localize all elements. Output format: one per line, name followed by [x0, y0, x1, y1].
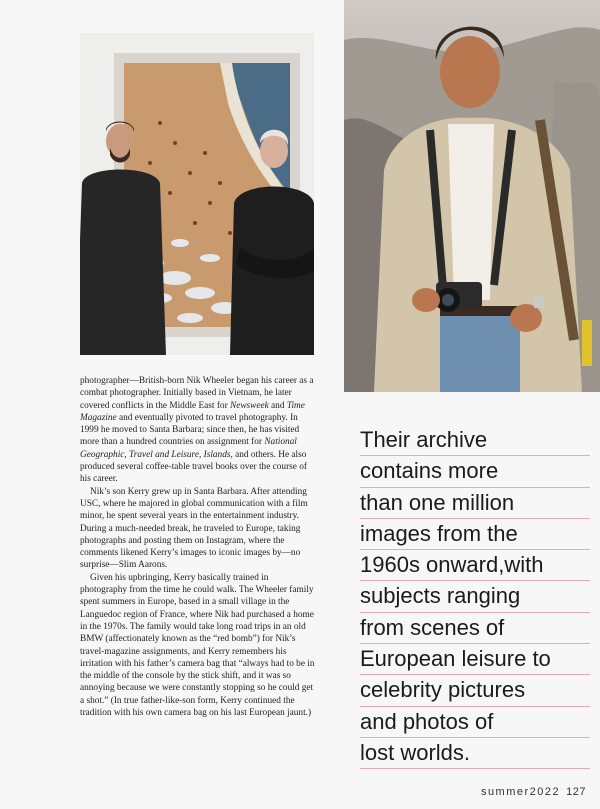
pull-quote-line: Their archive	[360, 425, 590, 456]
pull-quote-line: than one million	[360, 488, 590, 519]
text-run: Given his upbringing, Kerry basically trained in photography from the time he could walk. The Wheeler family spent summers in Europe, based in a small village in the Languedoc region of France, where Nik had purchased a home in the 1970s. The family would take long road trips in an old BMW (affectionately known as the “red bomb”) for Nik’s travel-magazine assignments, and Kerry remembers his irritation with his father’s camera bag that “always had to be in the middle of the console by the stick shift, and it was so annoying because we were constantly stopping so he could get a shot.” (In true father-like-son form, Kerry continued the tradition with his own camera bag on his last European jaunt.)	[80, 572, 315, 719]
pull-quote-line: and photos of	[360, 707, 590, 738]
text-run: and eventually pivoted to travel photography. In 1999 he moved to Santa Barbara; since then, he has visited more than a hundred countries on assignment for	[80, 412, 300, 448]
page-folio	[481, 786, 586, 798]
text-run: and	[268, 400, 287, 411]
pull-quote-line: from scenes of	[360, 613, 590, 644]
pull-quote	[360, 425, 590, 769]
article-paragraph	[80, 572, 316, 720]
pull-quote-line: European leisure to	[360, 644, 590, 675]
italic-run: National Geographic, Travel and Leisure, Islands	[80, 437, 297, 460]
pull-quote-line: subjects ranging	[360, 581, 590, 612]
text-run: Nik’s son Kerry grew up in Santa Barbara. After attending USC, where he majored in global communication with a film minor, he spent several years in the entertainment industry. During a much-needed break, he traveled to Europe, taking photographs and posting them on Instagram, where the comments likened Kerry’s images to iconic images by—no surprise—Slim Aarons.	[80, 486, 308, 571]
photo-father-son-gallery	[80, 33, 314, 355]
pull-quote-line: 1960s onward,with	[360, 550, 590, 581]
italic-run: Newsweek	[230, 400, 269, 411]
pull-quote-line: contains more	[360, 456, 590, 487]
pull-quote-line: celebrity pictures	[360, 675, 590, 706]
italic-run: Time Magazine	[80, 400, 305, 423]
article-paragraph	[80, 375, 316, 486]
article-paragraph	[80, 486, 316, 572]
article-body	[80, 375, 316, 719]
issue-label: summer2022	[480, 786, 561, 798]
page-number: 127	[566, 786, 586, 798]
pull-quote-line: images from the	[360, 519, 590, 550]
pull-quote-line: lost worlds.	[360, 738, 590, 769]
photo-photographer-with-camera	[344, 0, 600, 392]
text-run: , and others. He also produced several coffee-table travel books over the course of his career.	[80, 449, 307, 485]
text-run: photographer—British-born Nik Wheeler began his career as a combat photographer. Initially based in Vietnam, he later covered conflicts in the Middle East for	[80, 376, 314, 411]
